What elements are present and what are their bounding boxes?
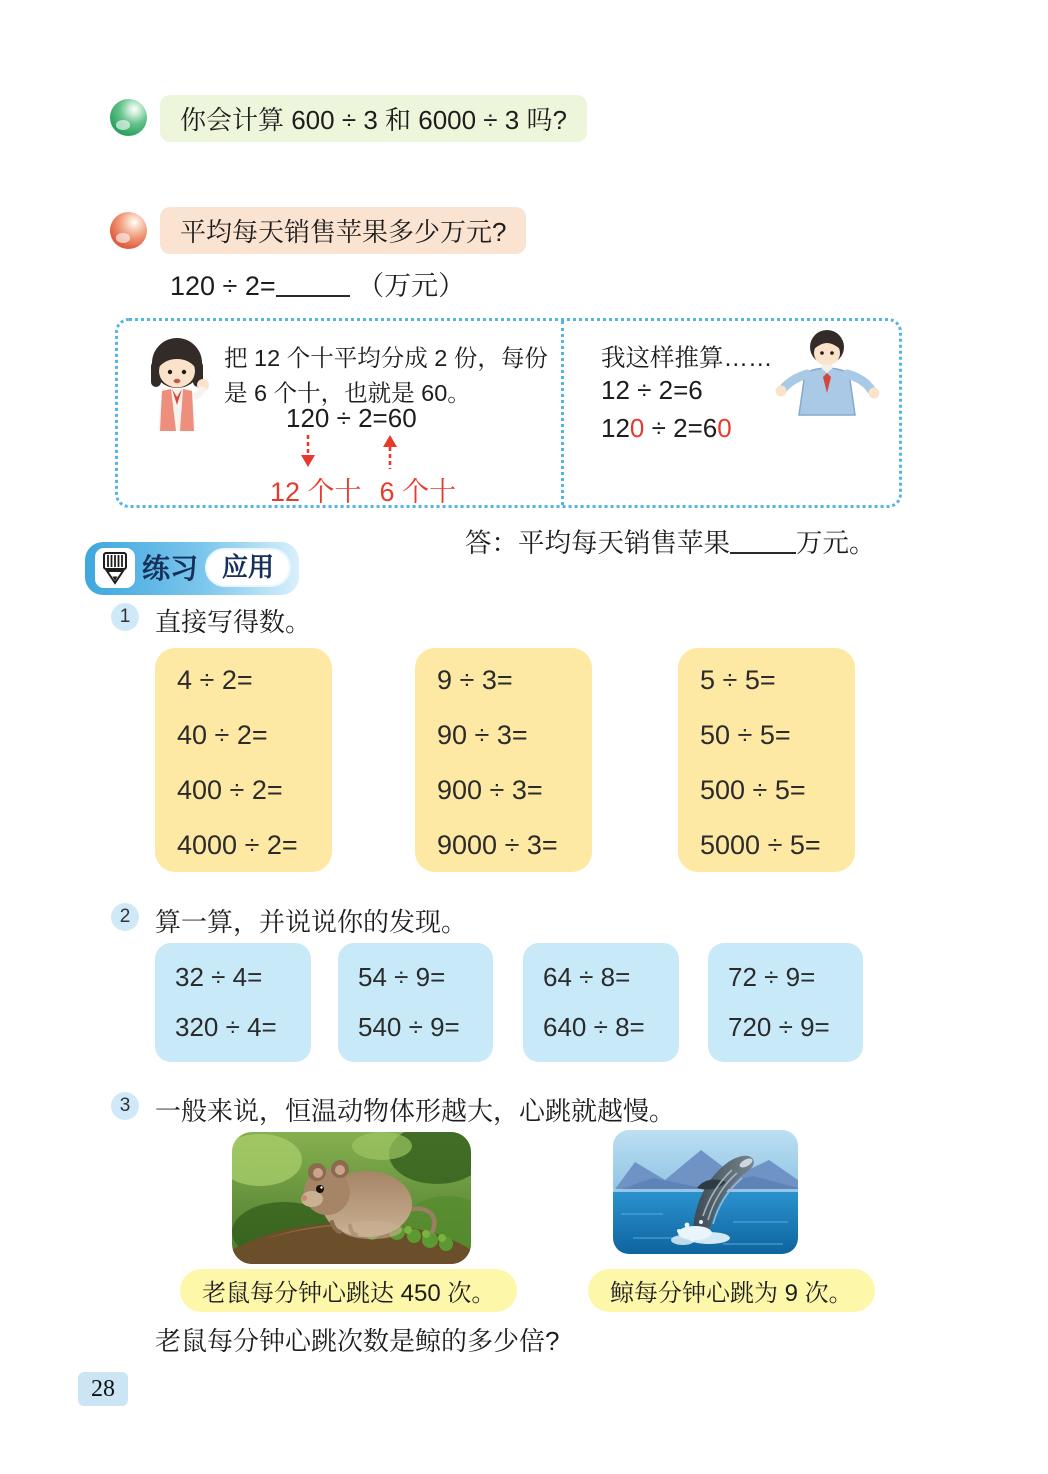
- problem: 72 ÷ 9=: [728, 962, 816, 992]
- exercise1-title: 直接写得数。: [155, 607, 312, 637]
- boy-speech-intro: 我这样推算……: [601, 345, 773, 372]
- red-bead-icon: [110, 212, 147, 249]
- red-dashed-arrows-icon: [266, 433, 426, 471]
- problem: 4000 ÷ 2=: [177, 830, 298, 860]
- boy-equation-1: 12 ÷ 2=6: [601, 375, 703, 405]
- girl-equation: 120 ÷ 2=60: [286, 403, 417, 433]
- eq2-red-zero1: 0: [629, 413, 645, 443]
- mouse-caption-text: 老鼠每分钟心跳达 450 次。: [202, 1280, 496, 1307]
- whale-photo: [613, 1130, 798, 1254]
- problem-box-yellow-1: [155, 648, 332, 872]
- problem: 500 ÷ 5=: [700, 775, 806, 805]
- problem-box-blue-4: [708, 943, 863, 1062]
- problem: 64 ÷ 8=: [543, 962, 631, 992]
- equation-left: 120 ÷ 2=: [170, 271, 276, 301]
- exercise2-title: 算一算，并说说你的发现。: [155, 907, 468, 937]
- problem-box-yellow-3: [678, 648, 855, 872]
- mouse-photo: [232, 1132, 471, 1264]
- eq2-black-part1: 12: [601, 413, 630, 443]
- question2-text: 平均每天销售苹果多少万元?: [180, 217, 507, 247]
- whale-caption: [588, 1269, 875, 1312]
- exercise1-number-badge: 1: [111, 603, 139, 631]
- problem: 320 ÷ 4=: [175, 1012, 277, 1042]
- tens-note-left: 12 个十: [270, 477, 362, 507]
- question-box-green: [160, 95, 587, 142]
- boy-avatar: [773, 327, 881, 417]
- answer-suffix: 万元。: [796, 528, 876, 558]
- exercise2-number-badge: 2: [111, 903, 139, 931]
- practice-banner: [85, 542, 299, 595]
- problem: 40 ÷ 2=: [177, 720, 268, 750]
- problem: 54 ÷ 9=: [358, 962, 446, 992]
- tens-annotation: [270, 470, 456, 509]
- girl-speech-line1: 把 12 个十平均分成 2 份，每份: [224, 345, 548, 371]
- dialog-box: [115, 318, 902, 508]
- answer-line-blank: [730, 526, 796, 555]
- problem: 900 ÷ 3=: [437, 775, 543, 805]
- whale-caption-text: 鲸每分钟心跳为 9 次。: [610, 1280, 853, 1307]
- eq2-black-part2: ÷ 2=6: [644, 413, 718, 443]
- boy-equation-2: [601, 413, 732, 444]
- answer-line: [465, 521, 876, 560]
- page-number: 28: [78, 1372, 128, 1406]
- dialog-divider: [561, 321, 564, 505]
- problem-box-blue-1: [155, 943, 311, 1062]
- problem: 5000 ÷ 5=: [700, 830, 821, 860]
- practice-label: 练习: [142, 553, 199, 584]
- girl-speech-line2: 是 6 个十，也就是 60。: [224, 380, 471, 406]
- eq2-red-zero2: 0: [717, 413, 732, 443]
- question-box-pink: [160, 207, 526, 254]
- mouse-caption: [180, 1269, 517, 1312]
- apply-label: 应用: [205, 548, 291, 587]
- problem: 640 ÷ 8=: [543, 1012, 645, 1042]
- girl-avatar: [136, 335, 218, 433]
- problem-box-yellow-2: [415, 648, 592, 872]
- green-bead-icon: [110, 99, 147, 136]
- problem: 400 ÷ 2=: [177, 775, 283, 805]
- pencil-icon: [95, 548, 135, 588]
- problem: 90 ÷ 3=: [437, 720, 528, 750]
- problem-box-blue-2: [338, 943, 493, 1062]
- problem: 50 ÷ 5=: [700, 720, 791, 750]
- problem: 720 ÷ 9=: [728, 1012, 830, 1042]
- question1-text: 你会计算 600 ÷ 3 和 6000 ÷ 3 吗?: [180, 105, 567, 135]
- problem: 32 ÷ 4=: [175, 962, 263, 992]
- problem-box-blue-3: [523, 943, 679, 1062]
- answer-blank: [276, 268, 350, 297]
- problem: 9000 ÷ 3=: [437, 830, 558, 860]
- main-equation: [170, 264, 465, 303]
- exercise3-title: 一般来说，恒温动物体形越大，心跳就越慢。: [155, 1096, 676, 1126]
- problem: 9 ÷ 3=: [437, 665, 513, 695]
- problem: 4 ÷ 2=: [177, 665, 253, 695]
- problem: 540 ÷ 9=: [358, 1012, 460, 1042]
- problem: 5 ÷ 5=: [700, 665, 776, 695]
- equation-unit: （万元）: [357, 271, 466, 301]
- exercise3-question: 老鼠每分钟心跳次数是鲸的多少倍?: [155, 1326, 560, 1356]
- tens-note-right: 6 个十: [379, 477, 457, 507]
- answer-prefix: 答：平均每天销售苹果: [465, 528, 730, 558]
- exercise3-number-badge: 3: [111, 1092, 139, 1120]
